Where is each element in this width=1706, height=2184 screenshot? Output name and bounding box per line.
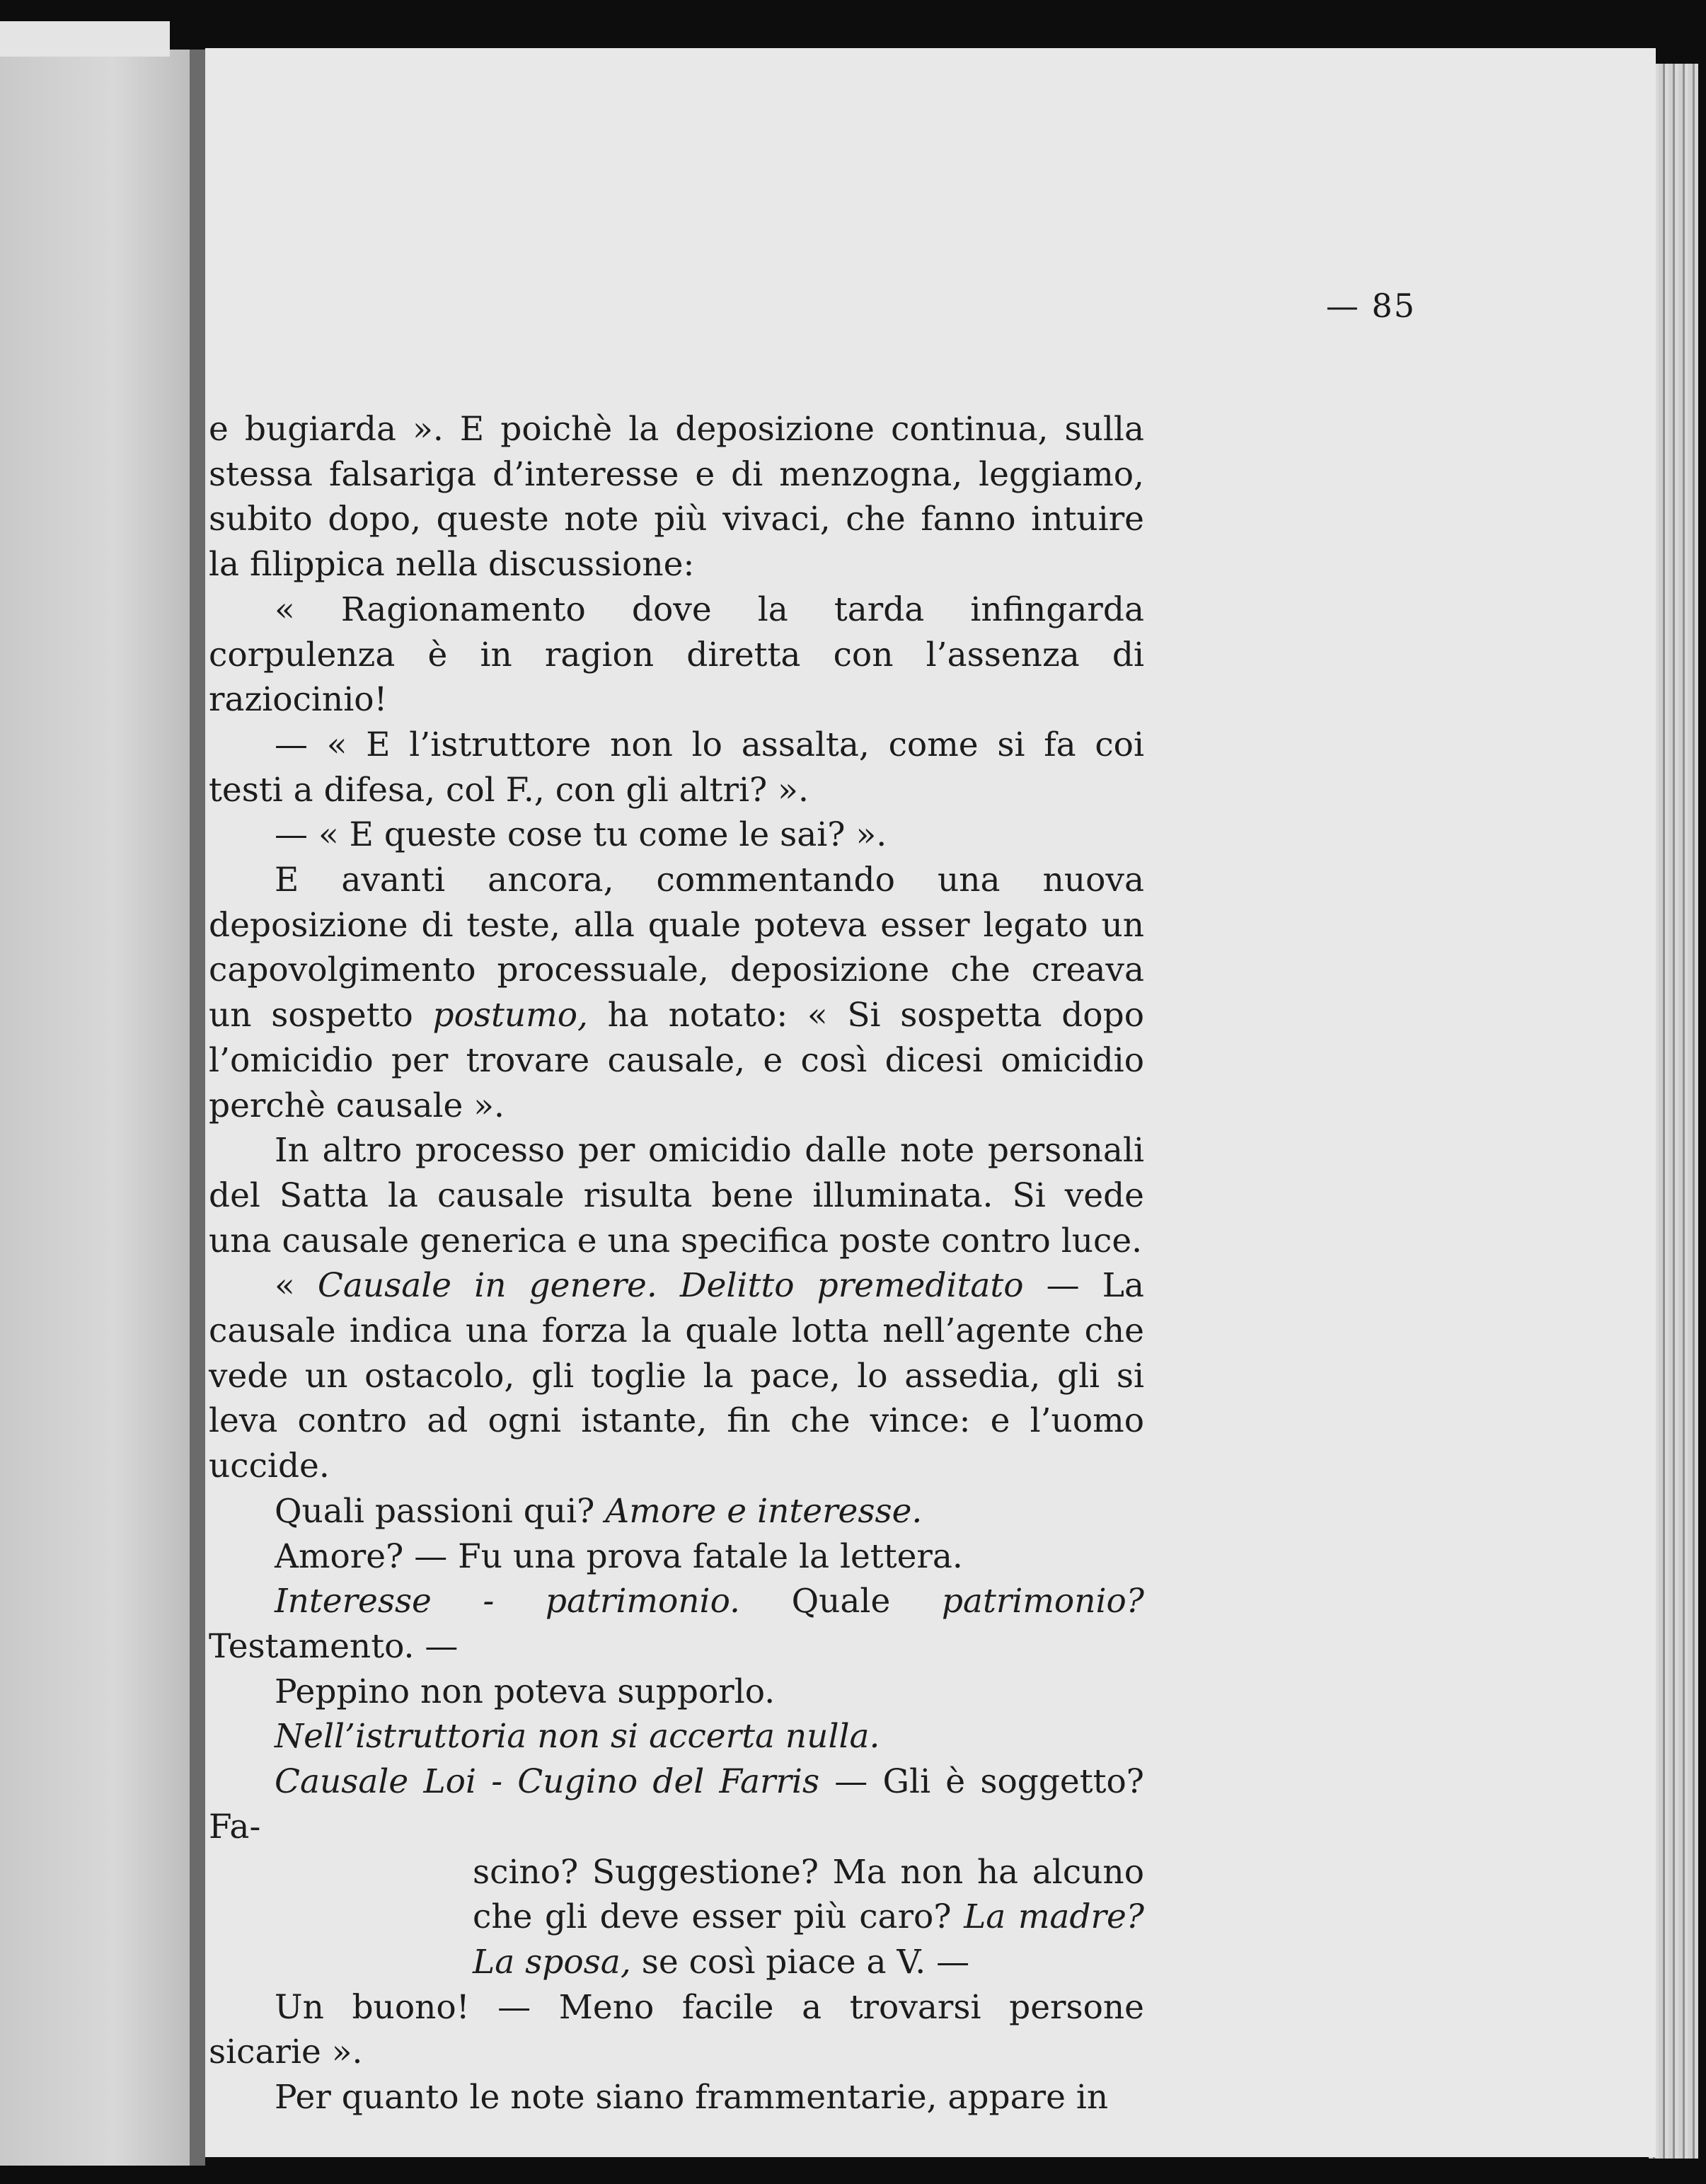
text-run: e bugiarda ». E poichè la deposizione continua, sulla stessa falsariga d’interesse e di menzogna, leggiamo, subito dopo, queste note più vivaci, che fanno intuire la filippica nella discussione: [209, 410, 1144, 585]
italic-run: patrimonio? [941, 1582, 1144, 1621]
text-run: Peppino non poteva supporlo. [275, 1672, 776, 1711]
paragraph [209, 1534, 1144, 1580]
text-run: — La causale indica una forza la quale lotta nell’agente che vede un ostacolo, gli toglie la pace, lo assedia, gli si leva contro ad ogni istante, fin che vince: e l’uomo uccide. [209, 1266, 1144, 1486]
italic-run: Causale Loi - Cugino del Farris [275, 1762, 820, 1802]
text-run: Testamento. — [209, 1626, 459, 1666]
page-number: — 85 [1325, 287, 1416, 325]
paragraph [209, 587, 1144, 723]
hanging-block [209, 1850, 1144, 1985]
paragraph [209, 1579, 1144, 1669]
text-run: scino? Suggestione? Ma non ha alcuno che gli deve esser più caro? [473, 1852, 1144, 1937]
book-gutter [190, 50, 205, 2166]
italic-run: Amore e interesse. [605, 1491, 923, 1531]
paragraph [209, 1489, 1144, 1534]
left-page-edge [0, 50, 190, 2166]
text-run: Per quanto le note siano frammentarie, appare in [275, 2078, 1109, 2117]
paragraph [209, 1669, 1144, 1715]
text-run: « [275, 1266, 318, 1306]
italic-run: Causale in genere. Delitto premeditato [317, 1266, 1024, 1306]
text-run: In altro processo per omicidio dalle note personali del Satta la causale risulta bene illuminata. Si vede una causale generica e una specifica poste contro luce. [209, 1131, 1144, 1260]
text-run: E avanti ancora, commentando una nuova deposizione di teste, alla quale poteva esser legato un capovolgimento processuale, deposizione che creava un sospetto [209, 861, 1144, 1035]
text-run: — « E queste cose tu come le sai? ». [275, 815, 887, 855]
text-run: — « E l’istruttore non lo assalta, come si fa coi testi a difesa, col F., con gli altri? ». [209, 725, 1144, 810]
left-page-tab [0, 21, 170, 57]
paragraph [209, 1985, 1144, 2075]
paragraph [209, 2075, 1144, 2120]
text-run: Quale [740, 1582, 942, 1621]
italic-run: La madre? La sposa, [473, 1897, 1145, 1982]
italic-run: postumo, [432, 996, 588, 1035]
paragraph [209, 812, 1144, 858]
paragraph [209, 1263, 1144, 1489]
italic-run: Nell’istruttoria non si accerta nulla. [275, 1717, 880, 1757]
paragraph [209, 723, 1144, 812]
text-run: Quali passioni qui? [275, 1491, 606, 1531]
body-text [209, 407, 1144, 2120]
text-run: — Gli è soggetto? Fa- [209, 1762, 1144, 1846]
paragraph [209, 1128, 1144, 1263]
text-run: ha notato: « Si sospetta dopo l’omicidio per trovare causale, e così dicesi omicidio perchè causale ». [209, 996, 1144, 1125]
paragraph [209, 407, 1144, 587]
text-run: se così piace a V. — [630, 1942, 970, 1982]
page-edges [1649, 64, 1698, 2159]
paragraph [209, 1714, 1144, 1759]
italic-run: Interesse - patrimonio. [275, 1582, 740, 1621]
text-run: « Ragionamento dove la tarda infingarda corpulenza è in ragion diretta con l’assenza di raziocinio! [209, 590, 1144, 720]
paragraph [209, 858, 1144, 1128]
text-run: Amore? — Fu una prova fatale la lettera. [275, 1536, 963, 1576]
paragraph [209, 1759, 1144, 1849]
text-run: Un buono! — Meno facile a trovarsi persone sicarie ». [209, 1987, 1144, 2072]
